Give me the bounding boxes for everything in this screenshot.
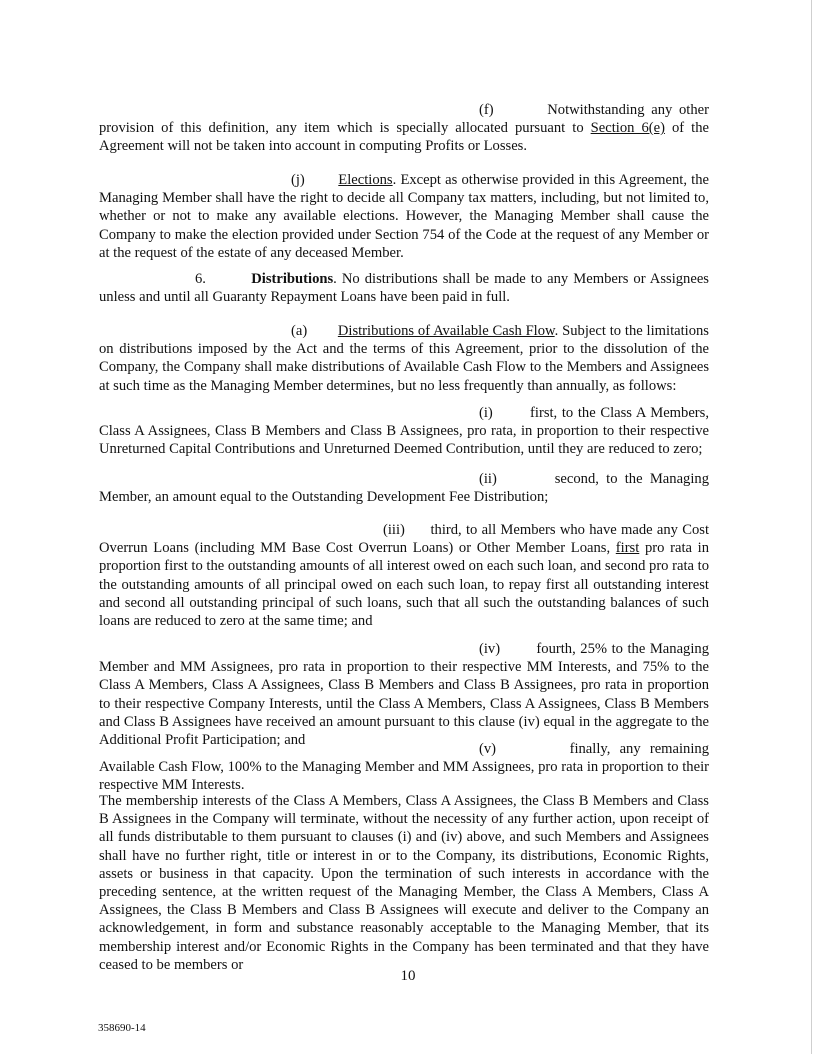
- clause-heading: Distributions of Available Cash Flow: [337, 323, 555, 339]
- paragraph-j-elections: (j) Elections. Except as otherwise provided in this Agreement, the Managing Member shall have the right to decide all Company tax matters, including, but not limited to, whether or not to make any available elections. However, the Managing Member shall cause the Company to make the election provided under Section 754 of the Code at the request of any Member or at the request of the estate of any deceased Member.: [99, 172, 709, 261]
- page-number: 10: [400, 968, 416, 984]
- clause-heading: Elections: [338, 172, 393, 188]
- emphasis-first: first: [615, 540, 640, 557]
- document-id: 358690-14: [98, 1022, 146, 1034]
- clause-label: (i): [479, 405, 493, 421]
- clause-label: (iii): [383, 522, 405, 538]
- membership-termination-paragraph: The membership interests of the Class A Members, Class A Assignees, the Class B Members and Class B Assignees in the Company will terminate, without the necessity of any further action, upon receipt of all funds distributable to them pursuant to clauses (i) and (iv) above, and such Members and Assignees shall have no further right, title or interest in or to the Company, its distributions, Economic Rights, assets or business in that capacity. Upon the termination of such interests in accordance with the preceding sentence, at the written request of the Managing Member, the Class A Members, Class A Assignees, the Class B Members and Class B Assignees will execute and deliver to the Company an acknowledgement, in form and substance reasonably acceptable to the Managing Member, that its membership interest and/or Economic Rights in the Company has been terminated and that they have ceased to be members or: [99, 793, 709, 973]
- clause-iv: (iv) fourth, 25% to the Managing Member and MM Assignees, pro rata in proportion to their respective MM Interests, and 75% to the Class A Members, Class A Assignees, Class B Members and Class B Assignees, pro rata in proportion to their respective Company Interests, until the Class A Members, Class A Assignees, Class B Members and Class B Assignees have received an amount pursuant to this clause (iv) equal in the aggregate to the Additional Profit Participation; and: [99, 641, 710, 749]
- section-heading: Distributions: [251, 271, 334, 287]
- section-number: 6.: [195, 271, 206, 287]
- clause-label: (f): [479, 102, 494, 118]
- clause-i: (i) first, to the Class A Members, Class A Assignees, Class B Members and Class B Assignees, pro rata, in proportion to their respective Unreturned Capital Contributions and Unreturned Deemed Contribution, until they are reduced to zero;: [99, 405, 709, 458]
- clause-iii: (iii) third, to all Members who have made any Cost Overrun Loans (including MM Base Cost Overrun Loans) or Other Member Loans, first pro rata in proportion first to the outstanding amounts of all interest owed on each such loan, and second pro rata to the outstanding amounts of all principal owed on each such loan, to repay first all outstanding interest and second all outstanding principal of such loans, such that all such the outstanding balances of such loans are reduced to zero at the same time; and: [99, 522, 710, 630]
- section-reference: Section 6(e): [590, 120, 665, 137]
- clause-ii: (ii) second, to the Managing Member, an amount equal to the Outstanding Development Fee Distribution;: [99, 471, 709, 506]
- paragraph-a-available-cash-flow: (a) Distributions of Available Cash Flow. Subject to the limitations on distributions imposed by the Act and the terms of this Agreement, prior to the dissolution of the Company, the Company shall make distributions of Available Cash Flow to the Members and Assignees at such time as the Managing Member determines, but no less frequently than annually, as follows:: [99, 323, 709, 394]
- clause-v: (v) finally, any remaining Available Cash Flow, 100% to the Managing Member and MM Assignees, pro rata in proportion to their respective MM Interests.: [99, 741, 709, 794]
- clause-label: (a): [291, 323, 308, 339]
- paragraph-f: (f) Notwithstanding any other provision of this definition, any item which is specially allocated pursuant to Section 6(e) of the Agreement will not be taken into account in computing Profits or Losses.: [99, 102, 709, 155]
- clause-label: (iv): [479, 641, 501, 657]
- clause-label: (ii): [479, 471, 497, 487]
- clause-label: (v): [479, 741, 497, 757]
- section-6-distributions: 6. Distributions. No distributions shall be made to any Members or Assignees unless and until all Guaranty Repayment Loans have been paid in full.: [99, 271, 709, 306]
- clause-label: (j): [291, 172, 305, 188]
